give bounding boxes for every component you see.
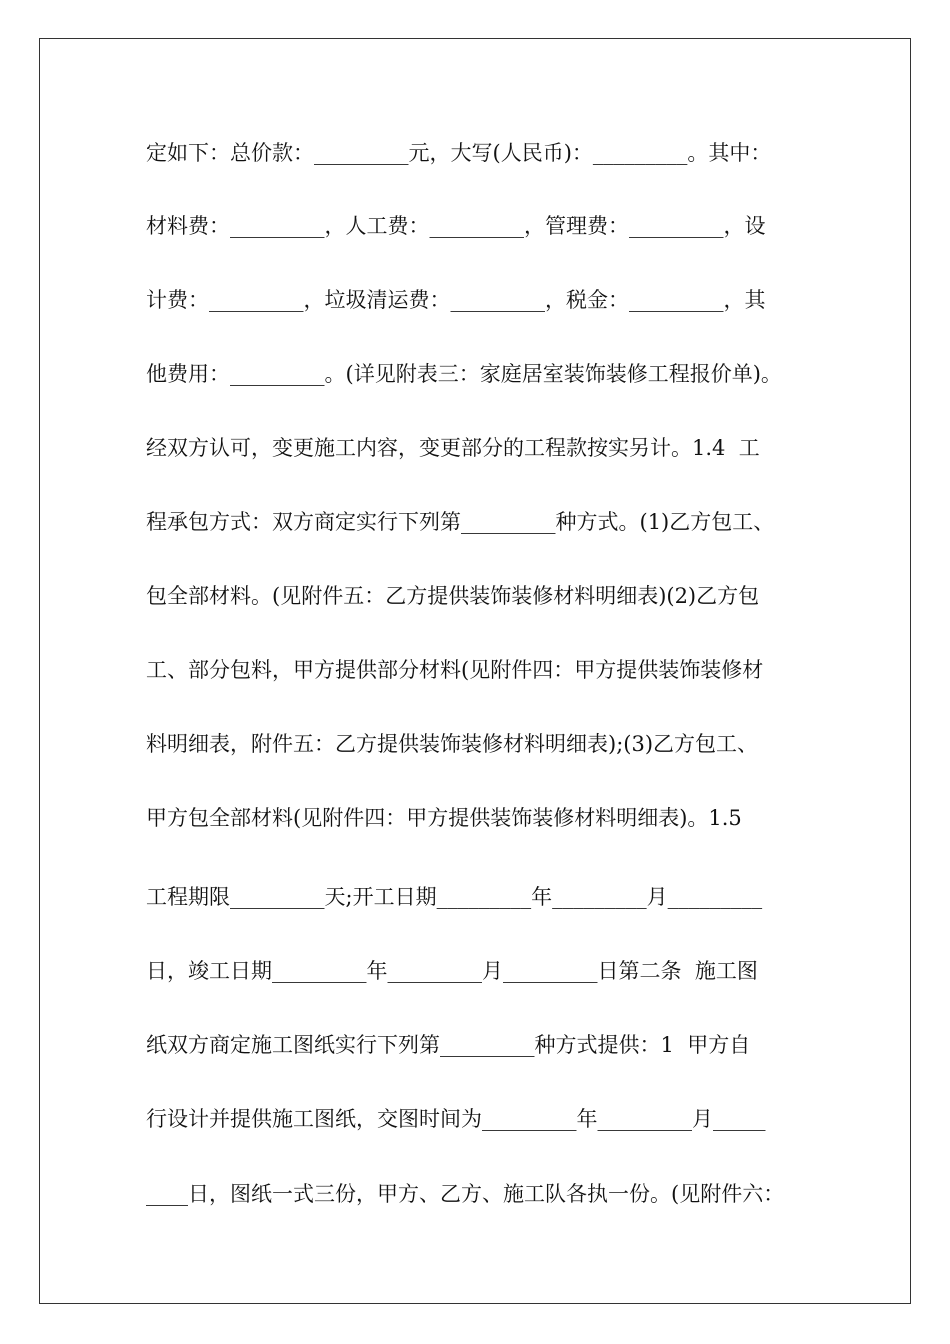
text-line: 工、部分包料，甲方提供部分材料(见附件四：甲方提供装饰装修材 [146,658,764,682]
text-line: 计费：_________，垃圾清运费：_________，税金：_________，其 [146,288,766,312]
text-line: 工程期限_________天;开工日期_________年_________月_________ [146,885,763,909]
text-line: 料明细表，附件五：乙方提供装饰装修材料明细表);(3)乙方包工、 [146,732,759,756]
text-line: 包全部材料。(见附件五：乙方提供装饰装修材料明细表)(2)乙方包 [146,584,760,608]
text-line: 材料费：_________，人工费：_________，管理费：_________，设 [146,214,766,238]
text-line: 甲方包全部材料(见附件四：甲方提供装饰装修材料明细表)。1.5 [146,806,742,830]
text-line: 纸双方商定施工图纸实行下列第_________种方式提供：1 甲方自 [146,1033,751,1057]
text-line: 日，竣工日期_________年_________月_________日第二条 施工图 [146,959,758,983]
text-line: 他费用：_________。(详见附表三：家庭居室装饰装修工程报价单)。 [146,362,782,386]
text-line: 经双方认可，变更施工内容，变更部分的工程款按实另计。1.4 工 [146,436,760,460]
text-line: 定如下：总价款：_________元，大写(人民币)：_________。其中： [146,141,772,165]
text-line: 行设计并提供施工图纸，交图时间为_________年_________月_____ [146,1107,766,1131]
text-line: ____日，图纸一式三份，甲方、乙方、施工队各执一份。(见附件六： [146,1182,785,1206]
text-line: 程承包方式：双方商定实行下列第_________种方式。(1)乙方包工、 [146,510,775,534]
